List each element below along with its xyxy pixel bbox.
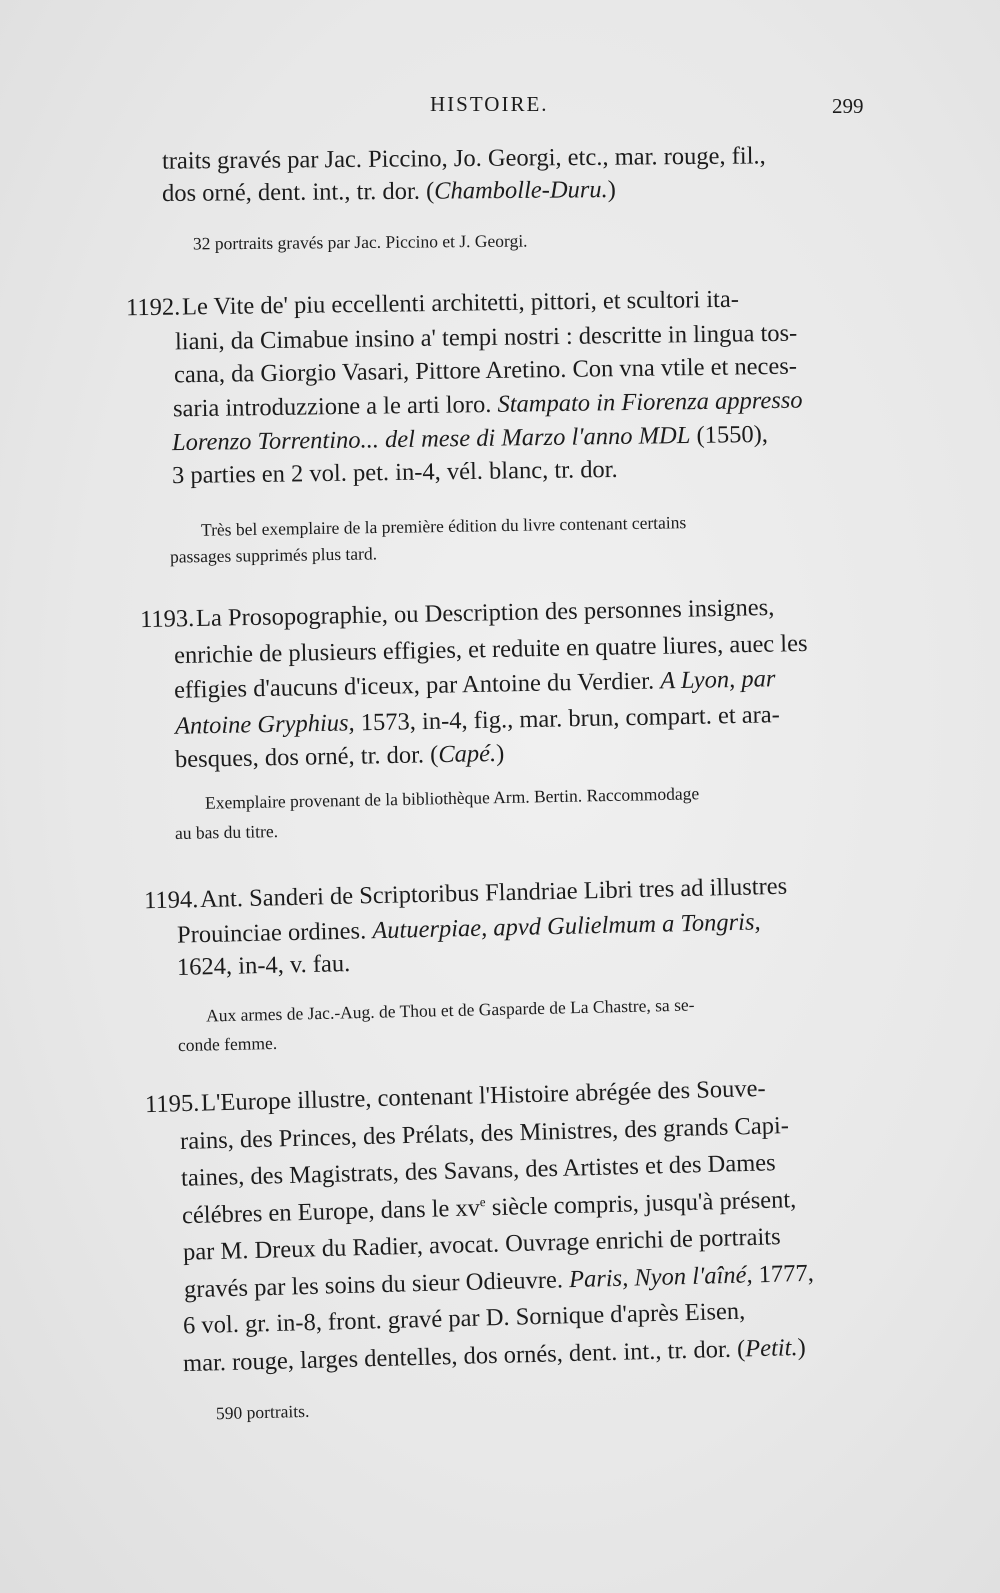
entry-note: au bas du titre. [174,821,279,843]
entry-note: 32 portraits gravés par Jac. Piccino et J. Georgi. [192,230,528,254]
page-number: 299 [832,94,864,118]
entry-text-line: par M. Dreux du Radier, avocat. Ouvrage enrichi de portraits [182,1223,781,1266]
entry-number: 1194. [143,886,199,915]
entry-text-line: Prouinciae ordines. Autuerpiae, apvd Gulielmum a Tongris, [176,908,761,949]
entry-note: Exemplaire provenant de la bibliothèque Arm. Bertin. Raccommodage [204,783,700,813]
entry-text-line: Lorenzo Torrentino... del mese di Marzo l'anno MDL (1550), [171,420,769,457]
entry-number: 1192. [125,293,181,322]
entry-note: Aux armes de Jac.-Aug. de Thou et de Gasparde de La Chastre, sa se- [205,994,695,1026]
entry-text-line: taines, des Magistrats, des Savans, des Artistes et des Dames [180,1149,776,1192]
entry-text-line: effigies d'aucuns d'iceux, par Antoine du Verdier. A Lyon, par [173,665,776,704]
entry-text-line: célébres en Europe, dans le $xv^e$ siècle compris, jusqu'à présent, [181,1186,797,1230]
entry-text-line: enrichie de plusieurs effigies, et reduite en quatre liures, auec les [173,629,808,670]
entry-note: conde femme. [177,1032,278,1056]
entry-text-line: liani, da Cimabue insino a' tempi nostri : descritte in lingua tos- [174,319,798,356]
entry-note: Très bel exemplaire de la première édition du livre contenant certains [200,512,687,540]
entry-text-line: rains, des Princes, des Prélats, des Ministres, des grands Capi- [179,1112,790,1155]
entry-text-line: traits gravés par Jac. Piccino, Jo. Georgi, etc., mar. rouge, fil., [161,142,766,175]
entry-text-line: 6 vol. gr. in-8, front. gravé par D. Sornique d'après Eisen, [182,1297,746,1340]
entry-text-line: 3 parties en 2 vol. pet. in-4, vél. blanc, tr. dor. [171,455,618,490]
entry-text-line: 1195.L'Europe illustre, contenant l'Histoire abrégée des Souve- [144,1074,766,1119]
entry-text-line: Antoine Gryphius, 1573, in-4, fig., mar. brun, compart. et ara- [174,701,781,740]
entry-text-line: dos orné, dent. int., tr. dor. (Chambolle-Duru.) [161,176,617,207]
running-title: HISTOIRE. [430,92,549,116]
entry-text-line: 1194.Ant. Sanderi de Scriptoribus Flandriae Libri tres ad illustres [143,872,788,915]
entry-text-line: 1624, in-4, v. fau. [176,950,351,981]
entry-number: 1195. [144,1089,200,1119]
entry-text-line: 1193.La Prosopographie, ou Description des personnes insignes, [139,593,775,634]
entry-text-line: mar. rouge, larges dentelles, dos ornés, dent. int., tr. dor. (Petit.) [182,1333,807,1378]
entry-note: passages supprimés plus tard. [169,543,378,567]
entry-text-line: saria introduzzione a le arti loro. Stampato in Fiorenza appresso [172,386,803,423]
entry-text-line: cana, da Giorgio Vasari, Pittore Aretino. Con vna vtile et neces- [173,352,798,389]
entry-number: 1193. [139,605,195,634]
entry-text-line: 1192.Le Vite de' piu eccellenti architetti, pittori, et scultori ita- [125,285,740,322]
entry-text-line: gravés par les soins du sieur Odieuvre. Paris, Nyon l'aîné, 1777, [183,1259,815,1304]
entry-text-line: besques, dos orné, tr. dor. (Capé.) [174,739,505,774]
entry-note: 590 portraits. [215,1400,310,1424]
